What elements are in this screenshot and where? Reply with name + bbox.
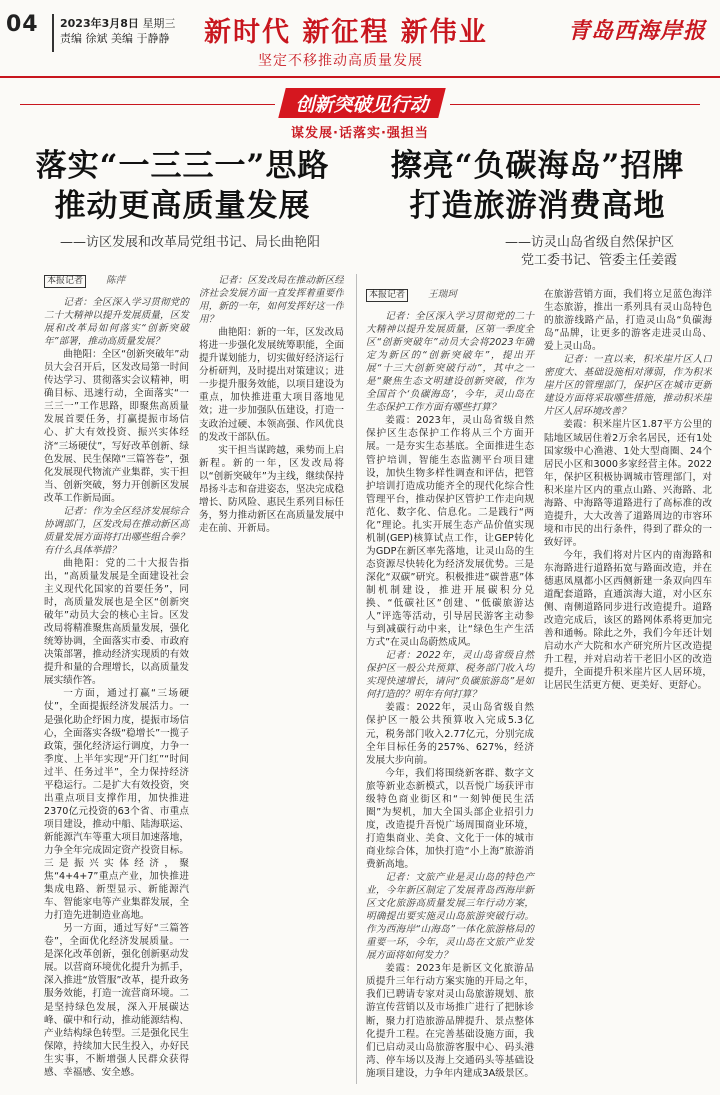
editors: 责编 徐斌 bbox=[60, 32, 108, 45]
question-paragraph: 记者：区发改局在推动新区经济社会发展方面一直发挥着重要作用，新的一年，如何发挥好这一作用？ bbox=[199, 275, 344, 326]
answer-paragraph: 另一方面，通过写好“三篇答卷”，全面优化经济发展质量。一是深化改革创新，强化创新驱动发展。以营商环境优化提升为抓手，深入推进“放管服”改革，提升政务服务效能，打造一流营商环境。二是坚持绿色发展，深入开展碳达峰、碳中和行动，推动能源结构、产业结构绿色转型。三是强化民生保障，持续加大民生投入，办好民生实事，不断增强人民群众获得感、幸福感、安全感。 bbox=[44, 923, 189, 1078]
newspaper-name: 青岛西海岸报 bbox=[568, 18, 707, 44]
page-slogan: 新时代 新征程 新伟业 bbox=[204, 17, 488, 48]
answer-paragraph: 姜霞：2022年，灵山岛省级自然保护区一般公共预算收入完成5.3亿元，税务部门收入2.77亿元，分别完成全年目标任务的257%、627%，经济发展大步向前。 bbox=[366, 702, 534, 766]
right-paragraphs bbox=[366, 288, 712, 1086]
issue-weekday: 星期三 bbox=[142, 17, 176, 30]
right-headline bbox=[365, 146, 710, 226]
left-headline bbox=[10, 146, 355, 226]
question-paragraph: 记者：一直以来，积米崖片区人口密度大、基础设施相对薄弱，作为积米崖片区的管理部门，保护区在城市更新建设方面将采取哪些措施，推动积米崖片区人居环境改善？ bbox=[544, 354, 712, 418]
banner-subtitle: 谋发展·话落实·强担当 bbox=[291, 126, 429, 141]
answer-paragraph: 曲艳阳：全区“创新突破年”动员大会召开后，区发改局第一时间传达学习、贯彻落实会议精神，明确目标、迅速行动，全面落实“一三三一”工作思路，即聚焦高质量发展首要任务，打赢提振市场信心、扩大有效投资、振兴实体经济“三场硬仗”，写好改革创新、绿色发展、民生保障“三篇答卷”，强化发展现代物流产业集群，实干担当、创新突破，努力开创新区发展改革工作新局面。 bbox=[44, 349, 189, 504]
issue-date: 2023年3月8日 bbox=[60, 17, 139, 30]
right-subhead-line1: ——访灵山岛省级自然保护区 bbox=[505, 235, 675, 250]
page-slogan-sub: 坚定不移推动高质量发展 bbox=[258, 53, 423, 69]
question-paragraph: 记者：全区深入学习贯彻党的二十大精神以提升发展质量，区第一季度全区“创新突破年”动员大会将2023年确定为新区的“创新突破年”，提出开展“十三大创新突破行动”，其中之一是“聚焦生态文明建设创新突破，作为全国首个‘负碳海岛’，今年，灵山岛在生态保护工作方面有哪些打算？ bbox=[366, 311, 534, 414]
question-paragraph: 记者：作为全区经济发展综合协调部门，区发改局在推动新区高质量发展方面将打出哪些组合拳？有什么具体举措？ bbox=[44, 505, 189, 556]
page-number-divider bbox=[52, 14, 54, 52]
question-paragraph: 记者：全区深入学习贯彻党的二十大精神以提升发展质量，区发展和改革局如何落实“创新突破年”部署，推动高质量发展？ bbox=[44, 297, 189, 348]
right-reporter-tag: 本报记者 bbox=[366, 289, 408, 302]
right-headline-line2: 打造旅游消费高地 bbox=[409, 188, 666, 224]
left-subhead: ——访区发展和改革局党组书记、局长曲艳阳 bbox=[60, 235, 321, 250]
right-article-body bbox=[366, 288, 712, 1086]
column-divider bbox=[356, 274, 357, 1084]
answer-paragraph: 姜霞：2023年是新区文化旅游品质提升三年行动方案实施的开局之年，我们已聘请专家对灵山岛旅游规划、旅游宣传营销以及市场推广进行了把脉诊断，聚力打造旅游品牌提升、景点整体化提升工程。在完善基础设施方面，我们已启动灵山岛旅游客服中心、码头港湾、停车场以及海上交通码头等基础设施项目建设，力争年内建成3A级景区。在旅游营销方面，我们将立足蓝色海洋生态旅游，推出一系列具有灵山岛特色的旅游线路产品，打造灵山岛“负碳海岛”品牌，让更多的游客走进灵山岛、爱上灵山岛。 bbox=[366, 289, 712, 1079]
left-headline-line2: 推动更高质量发展 bbox=[54, 188, 311, 224]
answer-paragraph: 一方面，通过打赢“三场硬仗”，全面提振经济发展活力。一是强化助企纾困力度，提振市场信心，全面落实各级“稳增长”一揽子政策，强化经济运行调度，力争一季度、上半年实现“开门红”“时间过半、任务过半”，全力保持经济平稳运行。二是扩大有效投资，突出重点项目支撑作用，加快推进2370亿元投资的63个省、市重点项目建设，推动中船、陆海联运、新能源汽车等重大项目加速落地，力争全年完成固定资产投资目标。三是振兴实体经济，聚焦“4+4+7”重点产业，加快推进集成电路、新型显示、新能源汽车、智能家电等产业集群发展，全力打造先进制造业高地。 bbox=[44, 688, 189, 922]
right-subhead bbox=[505, 234, 715, 270]
answer-paragraph: 今年，我们将围绕新客群、数字文旅等新业态新模式，以吾悦广场获评市级特色商业街区和“一刻钟便民生活圈”为契机，加大全国头部企业招引力度，改造提升吾悦广场周围商业环境，打造集商业、美食、文化于一体的城市商业综合体，加快打造“小上海”旅游消费新高地。 bbox=[366, 767, 534, 870]
right-reporter bbox=[366, 288, 534, 302]
page-number: 04 bbox=[6, 12, 39, 37]
banner-rule-left bbox=[20, 104, 275, 105]
question-paragraph: 记者：2022年，灵山岛省级自然保护区一般公共预算、税务部门收入均实现快速增长，请问“负碳旅游岛”是如何打造的？明年有何打算？ bbox=[366, 650, 534, 701]
question-paragraph: 记者：文旅产业是灵山岛的特色产业，今年新区制定了发展青岛西海岸新区文化旅游高质量发展三年行动方案，明确提出要实施灵山岛旅游突破行动。作为西海岸“山海岛”一体化旅游格局的重要一环，今年，灵山岛在文旅产业发展方面将如何发力？ bbox=[366, 872, 534, 962]
answer-paragraph: 今年，我们将对片区内的南海路和东海路进行道路拓宽与路面改造，并在德惠凤凰都小区西侧新建一条双向四车道配套道路，直通滨海大道，对小区东侧、南侧道路同步进行改造提升。道路改造完成后，该区的路网体系将更加完善和通畅。除此之外，我们今年还计划启动水产大院和水产研究所片区改造提升工程，并对启动若干老旧小区的改造提升，全面提升积米崖片区人居环境，让居民生活更方便、更美好、更舒心。 bbox=[544, 549, 712, 692]
left-reporter-tag: 本报记者 bbox=[44, 275, 86, 288]
answer-paragraph: 曲艳阳：新的一年，区发改局将进一步强化发展统筹职能，全面提升谋划能力，切实做好经济运行分析研判，及时提出对策建议；进一步提升服务效能，以项目建设为重点，加快推进重大项目落地见效；进一步加强队伍建设，打造一支政治过硬、本领高强、作风优良的发改干部队伍。 bbox=[199, 327, 344, 443]
answer-paragraph: 姜霞：2023年，灵山岛省级自然保护区生态保护工作将从三个方面开展。一是夯实生态基底。全面推进生态管护培训，智能生态监测平台项目建设，加快生物多样性调查和评估，把管护培训打造成功能齐全的现代化综合性管理平台，推动保护区管护工作走向规范化、数字化、信息化。二是践行“两化”理论。扎实开展生态产品价值实现机制(GEP)核算试点工作，让GEP转化为GDP在新区率先落地，让灵山岛的生态资源尽快转化为经济发展优势。三是深化“双碳”研究。积极推进“碳普惠”体制机制建设，推进开展碳积分兑换、“低碳社区”创建、“低碳旅游达人”评选等活动，引导居民游客主动参与到减碳行动中来，让“绿色生产生活方式”在灵山岛蔚然成风。 bbox=[366, 415, 534, 649]
designers: 美编 于静静 bbox=[111, 32, 170, 45]
left-headline-line1: 落实“一三三一”思路 bbox=[35, 148, 330, 184]
banner-rule-right bbox=[450, 104, 700, 105]
answer-paragraph: 姜霞：积米崖片区1.87平方公里的陆地区域居住着2万余名居民，还有1处国家级中心渔港、1处大型商圈、24个居民小区和3000多家经营主体。2022年，保护区积极协调城市管理部门，对积米崖片区内的重点山路、兴海路、北海路、中海路等道路进行了高标准的改造提升，大大改善了道路周边的市容环境和市民的出行条件，得到了群众的一致好评。 bbox=[544, 419, 712, 548]
right-headline-line1: 擦亮“负碳海岛”招牌 bbox=[390, 148, 685, 184]
answer-paragraph: 曲艳阳：党的二十大报告指出，“高质量发展是全面建设社会主义现代化国家的首要任务”，同时，高质量发展也是全区“创新突破年”动员大会的核心主旨。区发改局将精准聚焦高质量发展，强化统筹协调，全面落实市委、市政府决策部署，推动经济实现质的有效提升和量的合理增长，以高质量发展实绩作答。 bbox=[44, 557, 189, 687]
column-banner bbox=[0, 78, 720, 140]
left-article-body bbox=[44, 274, 344, 1086]
left-reporter bbox=[44, 274, 189, 288]
left-paragraphs bbox=[44, 274, 344, 1086]
right-subhead-line2: 党工委书记、管委主任姜霞 bbox=[521, 253, 678, 268]
page-header bbox=[0, 0, 720, 78]
left-reporter-name: 陈萍 bbox=[106, 275, 126, 286]
banner-title: 创新突破见行动 bbox=[295, 94, 429, 116]
answer-paragraph: 实干担当谋跨越，乘势而上启新程。新的一年，区发改局将以“创新突破年”为主线，继续保持昂扬斗志和奋进姿态，坚决完成稳增长、防风险、惠民生系列目标任务，努力推动新区在高质量发展中走在前、开新局。 bbox=[199, 444, 344, 534]
issue-meta bbox=[60, 16, 175, 46]
right-reporter-name: 王瑞珂 bbox=[428, 289, 457, 300]
